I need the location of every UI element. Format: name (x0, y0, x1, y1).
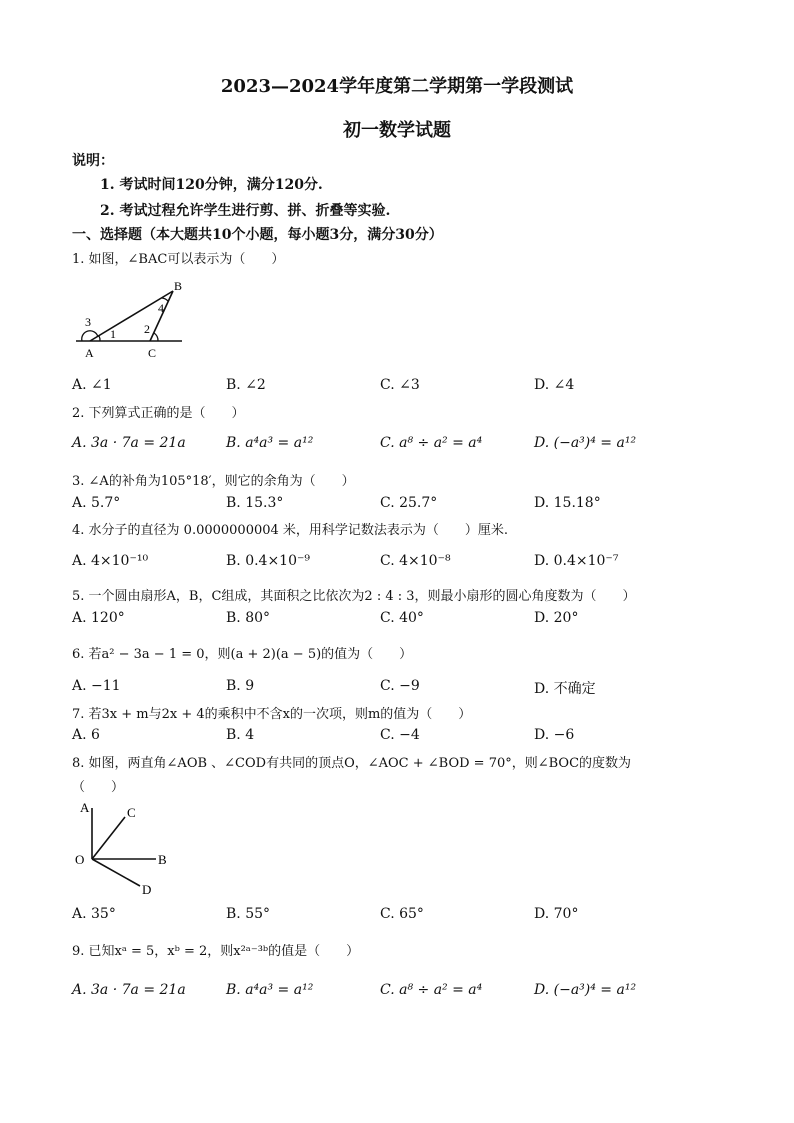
question-stem: 9. 已知xᵃ = 5，xᵇ = 2，则x²ᵃ⁻³ᵇ的值是（ ） (72, 944, 360, 959)
point-label-a: A (80, 800, 90, 815)
option-d: D. 20° (534, 610, 579, 626)
option-c: C. −4 (380, 727, 420, 743)
angle-label-1: 1 (110, 327, 116, 341)
question-stem: 3. ∠A的补角为105°18′，则它的余角为（ ） (72, 474, 355, 489)
option-d: D. 0.4×10⁻⁷ (534, 553, 619, 569)
angle-label-2: 2 (144, 322, 150, 336)
option-a: A. 6 (72, 727, 100, 743)
question-stem: 7. 若3x + m与2x + 4的乘积中不含x的一次项，则m的值为（ ） (72, 707, 472, 722)
question-stem: 4. 水分子的直径为 0.0000000004 米，用科学记数法表示为（ ）厘米. (72, 523, 509, 538)
section-heading: 一、选择题（本大题共10个小题，每小题3分，满分30分） (72, 227, 443, 243)
option-d: D. −6 (534, 727, 575, 743)
point-label-b: B (158, 852, 167, 867)
angle-label-4: 4 (158, 301, 164, 315)
option-c: C. 25.7° (380, 495, 438, 511)
option-a: A. 5.7° (72, 495, 121, 511)
option-d: D. 不确定 (534, 681, 596, 697)
option-c: C. 4×10⁻⁸ (380, 553, 451, 569)
option-c: C. a⁸ ÷ a² = a⁴ (380, 435, 483, 451)
point-label-a: A (85, 346, 94, 360)
question-stem: 2. 下列算式正确的是（ ） (72, 406, 245, 421)
notes-label: 说明： (72, 153, 114, 169)
option-d: D. (−a³)⁴ = a¹² (534, 982, 637, 998)
option-a: A. 35° (72, 906, 116, 922)
option-b: B. ∠2 (226, 377, 266, 393)
option-c: C. −9 (380, 678, 420, 694)
option-c: C. 40° (380, 610, 424, 626)
option-c: C. ∠3 (380, 377, 420, 393)
point-label-d: D (142, 882, 152, 897)
option-a: A. 3a · 7a = 21a (72, 982, 186, 998)
page-subtitle: 初一数学试题 (343, 120, 451, 141)
question-stem: 8. 如图，两直角∠AOB 、∠COD有共同的顶点O，∠AOC + ∠BOD = 70°，则∠BOC的度数为 (72, 756, 632, 771)
option-c: C. 65° (380, 906, 424, 922)
option-b: B. 9 (226, 678, 255, 694)
option-d: D. 70° (534, 906, 579, 922)
option-b: B. 55° (226, 906, 271, 922)
option-a: A. 3a · 7a = 21a (72, 435, 186, 451)
question-stem: 1. 如图，∠BAC可以表示为（ ） (72, 252, 285, 267)
point-label-o: O (75, 852, 85, 867)
option-b: B. 4 (226, 727, 255, 743)
option-d: D. ∠4 (534, 377, 575, 393)
question-stem: 5. 一个圆由扇形A，B，C组成，其面积之比依次为2 : 4 : 3，则最小扇形的圆心角度数为（ ） (72, 589, 636, 604)
question-stem-continued: （ ） (72, 780, 125, 795)
option-a: A. 4×10⁻¹⁰ (72, 553, 149, 569)
angle-figure-q8 (72, 798, 182, 898)
option-d: D. 15.18° (534, 495, 601, 511)
option-d: D. (−a³)⁴ = a¹² (534, 435, 637, 451)
option-b: B. 0.4×10⁻⁹ (226, 553, 310, 569)
option-a: A. ∠1 (72, 377, 112, 393)
option-a: A. 120° (72, 610, 125, 626)
point-label-c: C (127, 805, 136, 820)
option-b: B. a⁴a³ = a¹² (226, 982, 314, 998)
point-label-b: B (174, 279, 183, 293)
angle-label-3: 3 (85, 315, 91, 329)
option-b: B. a⁴a³ = a¹² (226, 435, 314, 451)
page-title: 2023—2024学年度第二学期第一学段测试 (220, 76, 574, 97)
option-b: B. 80° (226, 610, 271, 626)
option-a: A. −11 (72, 678, 121, 694)
option-b: B. 15.3° (226, 495, 284, 511)
question-stem: 6. 若a² − 3a − 1 = 0，则(a + 2)(a − 5)的值为（ ） (72, 647, 413, 662)
note-item: 2. 考试过程允许学生进行剪、拼、折叠等实验. (100, 203, 391, 219)
point-label-c: C (148, 346, 157, 360)
angle-figure-q1 (72, 278, 192, 362)
note-item: 1. 考试时间120分钟，满分120分. (100, 177, 323, 193)
option-c: C. a⁸ ÷ a² = a⁴ (380, 982, 483, 998)
